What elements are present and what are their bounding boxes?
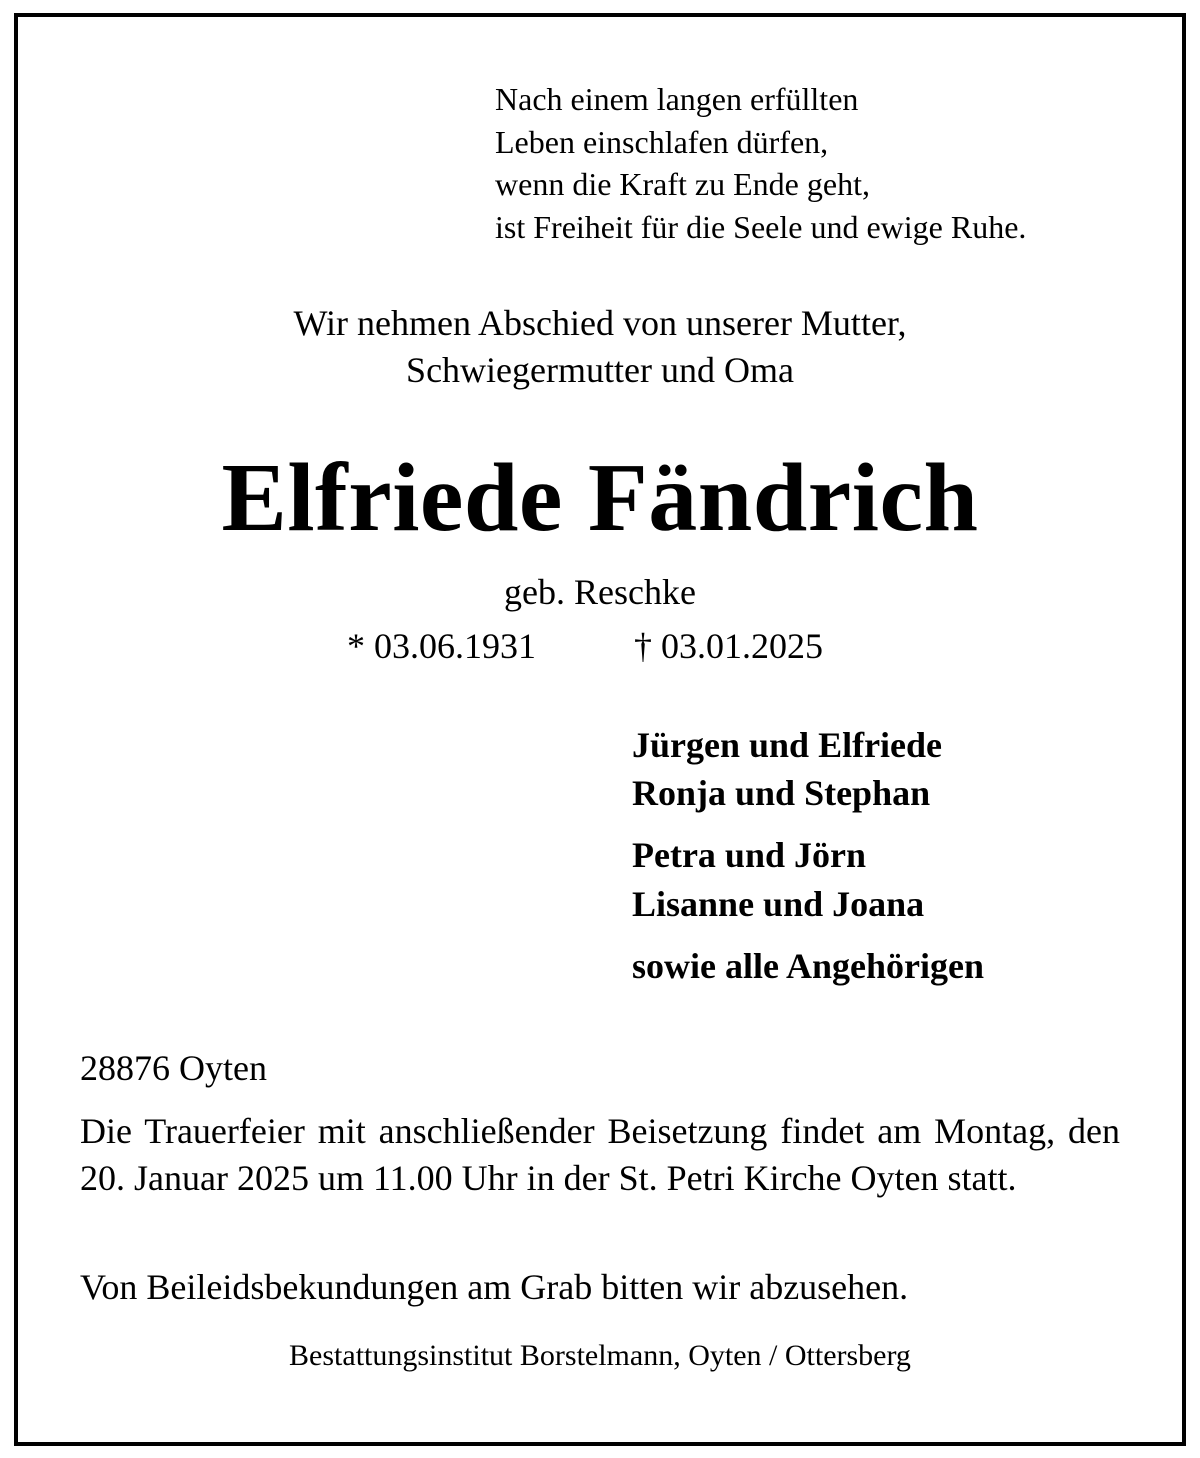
mourner-line: Jürgen und Elfriede bbox=[632, 725, 943, 765]
mourner-line: Petra und Jörn bbox=[632, 835, 866, 875]
poem-line: ist Freiheit für die Seele und ewige Ruhe. bbox=[495, 209, 1027, 246]
location: 28876 Oyten bbox=[80, 1048, 267, 1088]
mourners-others: sowie alle Angehörigen bbox=[632, 946, 984, 986]
condolence-note: Von Beileidsbekundungen am Grab bitten wir abzusehen. bbox=[80, 1267, 909, 1307]
death-date: † 03.01.2025 bbox=[634, 626, 823, 666]
poem-line: Nach einem langen erfüllten bbox=[495, 81, 859, 117]
service-info: Die Trauerfeier mit anschließender Beisetzung findet am Montag, den 20. Januar 2025 um 11.00 Uhr in der St. Petri Kirche Oyten statt. bbox=[80, 1111, 1120, 1198]
deceased-name: Elfriede Fändrich bbox=[221, 444, 979, 552]
intro-line-1: Wir nehmen Abschied von unserer Mutter, bbox=[293, 303, 907, 343]
mourner-line: Ronja und Stephan bbox=[632, 773, 931, 813]
maiden-name: geb. Reschke bbox=[504, 572, 696, 612]
poem-line: wenn die Kraft zu Ende geht, bbox=[495, 166, 870, 203]
poem bbox=[495, 78, 1026, 249]
birth-date: * 03.06.1931 bbox=[347, 626, 536, 666]
mourner-line: Lisanne und Joana bbox=[632, 884, 925, 924]
poem-line: Leben einschlafen dürfen, bbox=[495, 123, 829, 160]
intro-line-2: Schwiegermutter und Oma bbox=[406, 350, 794, 390]
undertaker: Bestattungsinstitut Borstelmann, Oyten / Ottersberg bbox=[289, 1339, 911, 1372]
